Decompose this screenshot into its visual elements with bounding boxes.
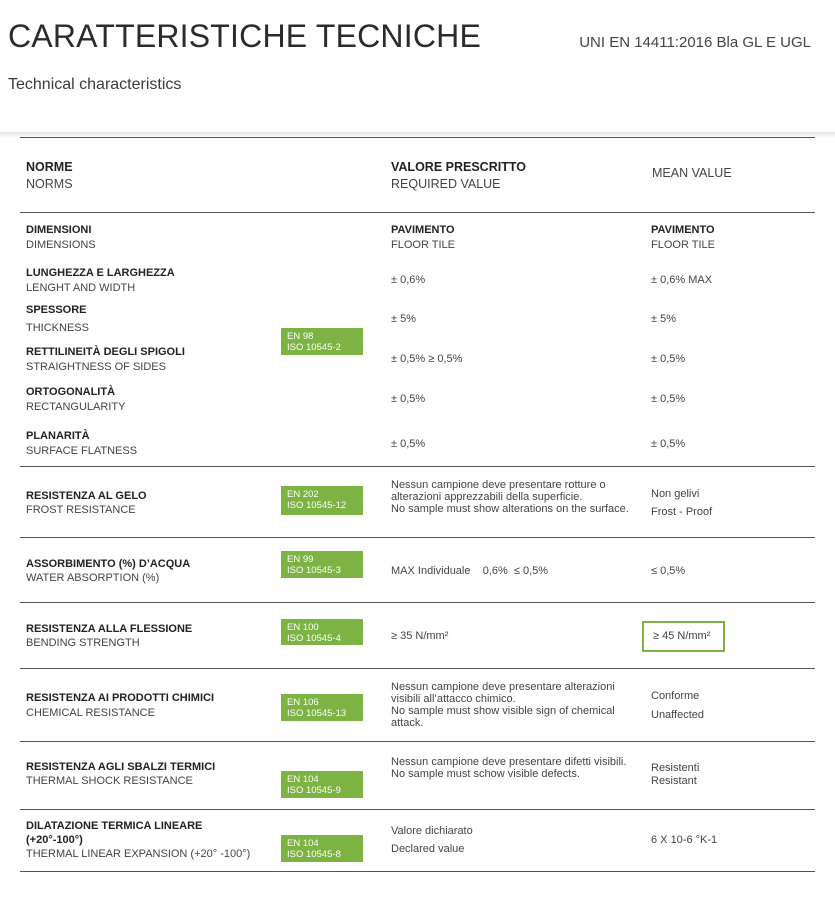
dim-row-label-en: LENGHT AND WIDTH — [26, 282, 136, 294]
chemical-required: Nessun campione deve presentare alterazioni visibili all’attacco chimico. No sample must show visible sign of chemical attack. — [391, 681, 615, 729]
expansion-label-range: (+20°-100°) — [26, 834, 83, 846]
row-divider — [20, 537, 815, 538]
dim-row-required: ± 0,5% — [391, 393, 426, 405]
dim-row-mean: ± 0,5% — [651, 438, 686, 450]
row-divider — [20, 212, 815, 213]
dimensions-req-head-it: PAVIMENTO — [391, 224, 455, 236]
norm-badge-bending: EN 100 ISO 10545-4 — [281, 619, 363, 645]
bending-label-en: BENDING STRENGTH — [26, 637, 140, 649]
norm-badge-chemical: EN 106 ISO 10545-13 — [281, 694, 363, 721]
row-divider — [20, 741, 815, 742]
col-norms-en: NORMS — [26, 177, 73, 191]
dim-row-required: ± 0,5% ≥ 0,5% — [391, 353, 463, 365]
col-required-it: VALORE PRESCRITTO — [391, 160, 526, 174]
chemical-label-en: CHEMICAL RESISTANCE — [26, 707, 155, 719]
dim-row-label-en: THICKNESS — [26, 322, 89, 334]
bending-label-it: RESISTENZA ALLA FLESSIONE — [26, 623, 193, 635]
page-header — [0, 0, 835, 137]
col-norms-it: NORME — [26, 160, 73, 174]
table-bottom-rule — [20, 871, 815, 872]
dim-row-required: ± 5% — [391, 313, 416, 325]
dim-row-label-it: PLANARITÀ — [26, 430, 90, 442]
thermal-shock-required: Nessun campione deve presentare difetti visibili. No sample must schow visible defects. — [391, 756, 627, 780]
dim-row-label-en: RECTANGULARITY — [26, 401, 126, 413]
dimensions-title-en: DIMENSIONS — [26, 239, 96, 251]
row-divider — [20, 809, 815, 810]
thermal-shock-label-it: RESISTENZA AGLI SBALZI TERMICI — [26, 761, 216, 773]
frost-mean-en: Frost - Proof — [651, 506, 713, 518]
expansion-label-en: THERMAL LINEAR EXPANSION (+20° -100°) — [26, 848, 251, 860]
expansion-mean: 6 X 10-6 °K-1 — [651, 834, 718, 846]
expansion-required-it: Valore dichiarato — [391, 825, 473, 837]
dimensions-mean-head-it: PAVIMENTO — [651, 224, 715, 236]
dimensions-mean-head-en: FLOOR TILE — [651, 239, 715, 251]
chemical-label-it: RESISTENZA AI PRODOTTI CHIMICI — [26, 692, 215, 704]
dim-row-label-it: SPESSORE — [26, 304, 87, 316]
dim-row-required: ± 0,5% — [391, 438, 426, 450]
dim-row-required: ± 0,6% — [391, 274, 426, 286]
norm-badge-absorption: EN 99 ISO 10545-3 — [281, 551, 363, 578]
row-divider — [20, 668, 815, 669]
standard-reference: UNI EN 14411:2016 Bla GL E UGL — [579, 34, 811, 51]
frost-mean-it: Non gelivi — [651, 488, 700, 500]
dim-row-mean: ± 5% — [651, 313, 676, 325]
dim-row-label-it: RETTILINEITÀ DEGLI SPIGOLI — [26, 346, 185, 358]
bending-mean: ≥ 45 N/mm² — [653, 630, 711, 642]
bending-required: ≥ 35 N/mm² — [391, 630, 449, 642]
dimensions-req-head-en: FLOOR TILE — [391, 239, 455, 251]
dimensions-title-it: DIMENSIONI — [26, 224, 92, 236]
dim-row-mean: ± 0,5% — [651, 393, 686, 405]
dim-row-label-it: ORTOGONALITÀ — [26, 386, 116, 398]
chemical-mean-it: Conforme — [651, 690, 700, 702]
norm-badge-frost: EN 202 ISO 10545-12 — [281, 486, 363, 515]
norm-badge-thermal-shock: EN 104 ISO 10545-9 — [281, 771, 363, 798]
frost-label-en: FROST RESISTANCE — [26, 504, 136, 516]
page-title: CARATTERISTICHE TECNICHE — [8, 18, 481, 54]
expansion-required-en: Declared value — [391, 843, 465, 855]
absorption-required: MAX Individuale 0,6% ≤ 0,5% — [391, 565, 549, 577]
frost-label-it: RESISTENZA AL GELO — [26, 490, 147, 502]
expansion-label-it: DILATAZIONE TERMICA LINEARE — [26, 820, 203, 832]
dim-row-label-it: LUNGHEZZA E LARGHEZZA — [26, 267, 175, 279]
chemical-mean-en: Unaffected — [651, 709, 705, 721]
row-divider — [20, 602, 815, 603]
absorption-label-en: WATER ABSORPTION (%) — [26, 572, 160, 584]
table-top-rule — [20, 137, 815, 138]
dim-row-label-en: SURFACE FLATNESS — [26, 445, 138, 457]
col-mean: MEAN VALUE — [652, 166, 732, 180]
norm-badge-dimensions: EN 98 ISO 10545-2 — [281, 328, 363, 355]
thermal-shock-mean-it: Resistenti — [651, 762, 700, 774]
thermal-shock-label-en: THERMAL SHOCK RESISTANCE — [26, 775, 193, 787]
frost-required: Nessun campione deve presentare rotture o alterazioni apprezzabili della superficie. No sample must show alterations on the surface. — [391, 479, 629, 515]
row-divider — [20, 466, 815, 467]
dim-row-mean: ± 0,5% — [651, 353, 686, 365]
absorption-mean: ≤ 0,5% — [651, 565, 686, 577]
dim-row-mean: ± 0,6% MAX — [651, 274, 713, 286]
absorption-label-it: ASSORBIMENTO (%) D’ACQUA — [26, 558, 191, 570]
norm-badge-expansion: EN 104 ISO 10545-8 — [281, 835, 363, 862]
thermal-shock-mean-en: Resistant — [651, 775, 697, 787]
col-required-en: REQUIRED VALUE — [391, 177, 501, 191]
page-subtitle: Technical characteristics — [8, 76, 182, 93]
dim-row-label-en: STRAIGHTNESS OF SIDES — [26, 361, 166, 373]
